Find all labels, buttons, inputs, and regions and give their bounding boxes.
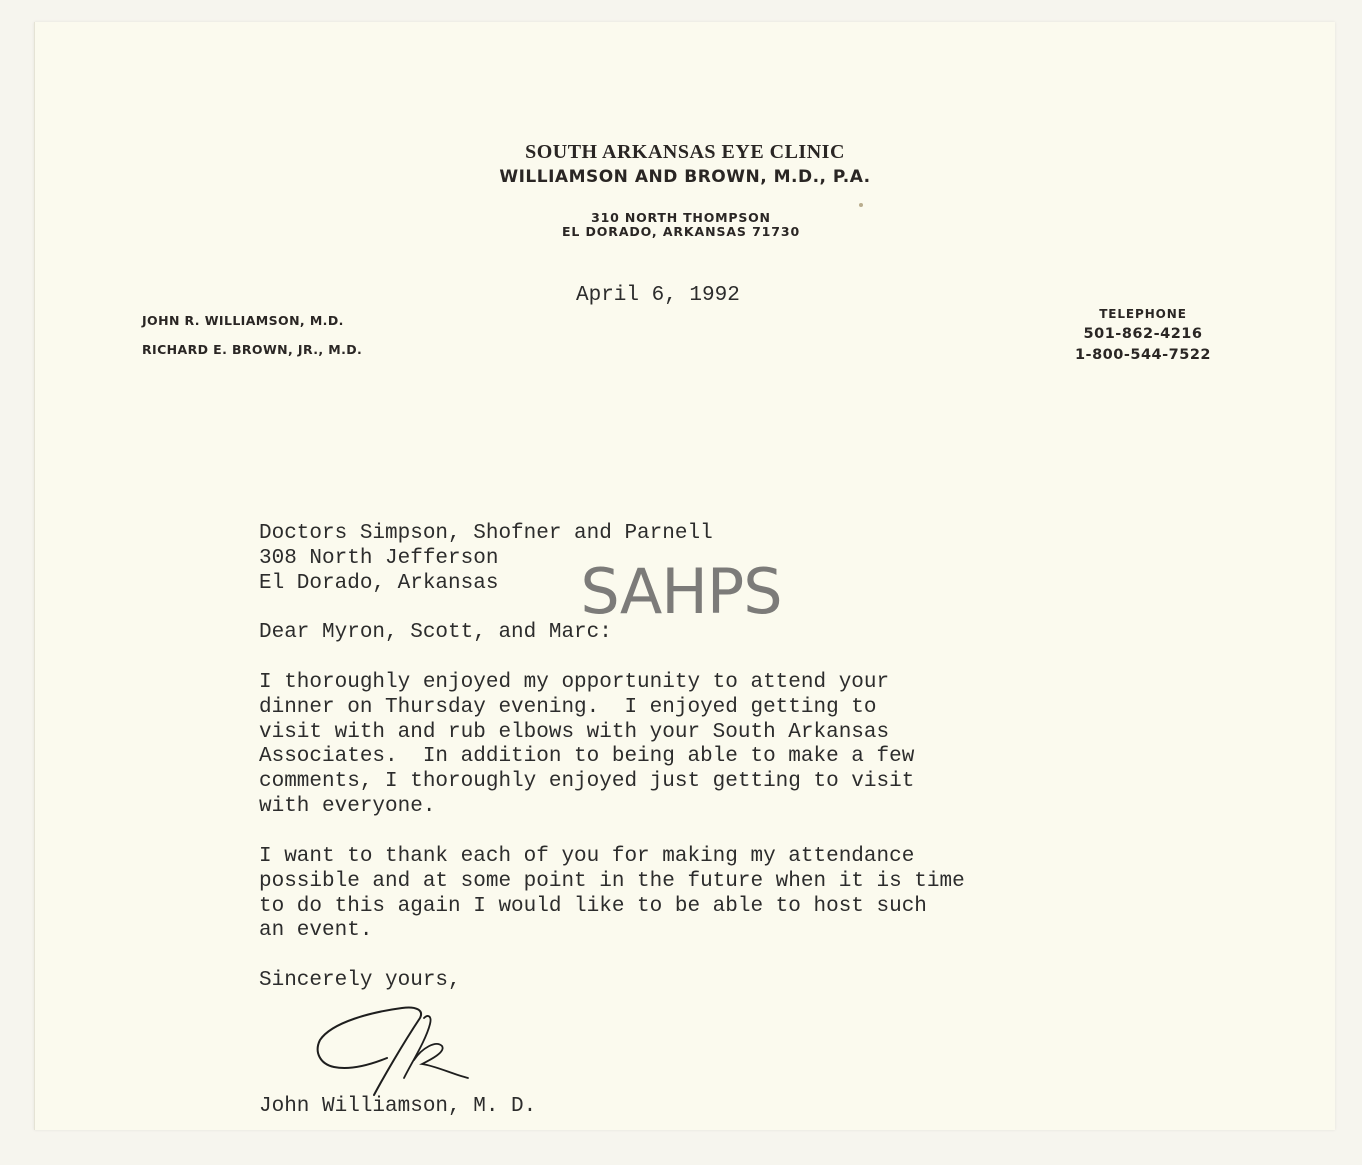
watermark: SAHPS bbox=[580, 555, 782, 628]
doctor-name-2: RICHARD E. BROWN, JR., M.D. bbox=[142, 342, 363, 357]
closing: Sincerely yours, bbox=[259, 969, 461, 992]
signer-name: John Williamson, M. D. bbox=[259, 1095, 537, 1118]
addressee-line-3: El Dorado, Arkansas bbox=[259, 571, 499, 595]
letter-date: April 6, 1992 bbox=[576, 284, 740, 307]
phone-number-1: 501-862-4216 bbox=[1083, 326, 1203, 342]
salutation: Dear Myron, Scott, and Marc: bbox=[259, 621, 612, 644]
addressee-line-1: Doctors Simpson, Shofner and Parnell bbox=[259, 522, 713, 545]
firm-name: WILLIAMSON AND BROWN, M.D., P.A. bbox=[499, 167, 871, 187]
address-line-1: 310 NORTH THOMPSON bbox=[591, 210, 771, 225]
doctor-name-1: JOHN R. WILLIAMSON, M.D. bbox=[142, 313, 344, 328]
address-line-2: EL DORADO, ARKANSAS 71730 bbox=[561, 224, 801, 239]
phone-number-2: 1-800-544-7522 bbox=[1074, 347, 1212, 363]
paper-speck bbox=[859, 203, 863, 207]
addressee-line-2: 308 North Jefferson bbox=[259, 546, 499, 570]
clinic-name: SOUTH ARKANSAS EYE CLINIC bbox=[525, 141, 845, 163]
handwritten-signature bbox=[312, 1000, 482, 1105]
body-paragraph-1: I thoroughly enjoyed my opportunity to attend your dinner on Thursday evening. I enjoyed getting to visit with and rub elbows with your South Arkansas Associates. In addition to being able to make a few comments, I thoroughly enjoyed just getting to visit with everyone. bbox=[259, 671, 915, 818]
telephone-label: TELEPHONE bbox=[1099, 307, 1187, 321]
body-paragraph-2: I want to thank each of you for making my attendance possible and at some point in the future when it is time to do this again I would like to be able to host such an event. bbox=[259, 845, 965, 943]
